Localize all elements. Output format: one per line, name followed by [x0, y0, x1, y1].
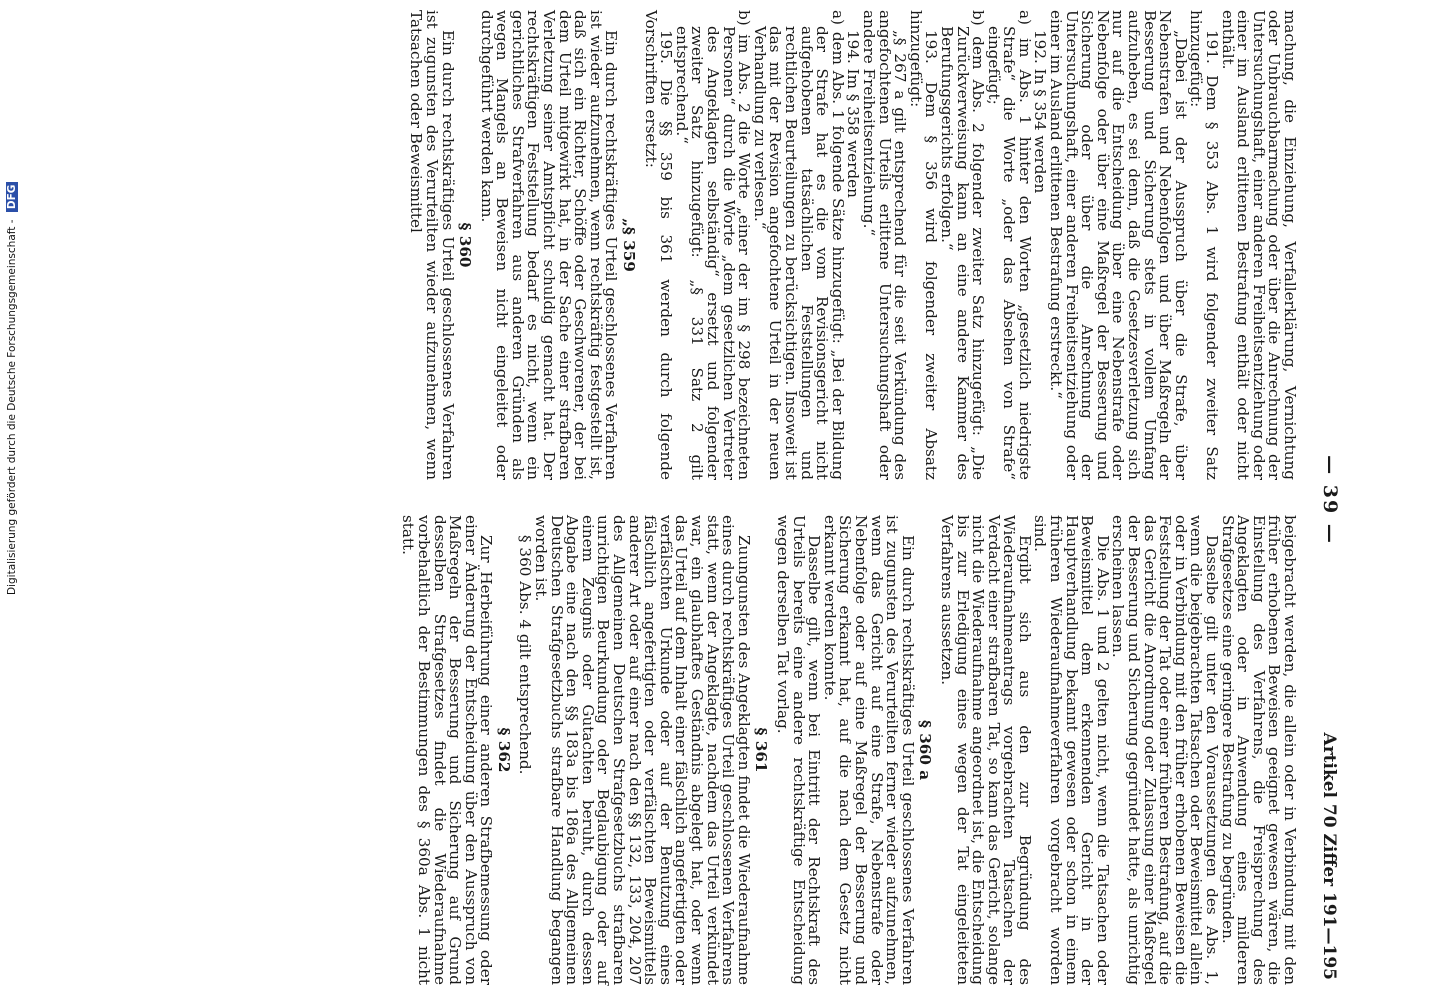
- paragraph: Zur Herbeiführung einer anderen Strafbemessung oder einer Änderung der Entscheidung über den Ausspruch von Maßregeln der Besserung und Sicherung auf Grund desselben Strafgesetzes findet die Wiederaufnahme vorbehaltlich der Bestimmungen des § 360a Abs. 1 nicht statt.: [399, 515, 496, 985]
- paragraph: „§ 267 a gilt entsprechend für die seit Verkündung des angefochtenen Urteils erlittene Untersuchungshaft oder andere Freiheitsentziehung.“: [859, 10, 910, 480]
- paragraph: 194. Im § 358 werden: [844, 30, 863, 198]
- article-reference: Artikel 70 Ziffer 191—195: [1319, 732, 1339, 980]
- dfg-logo: DFG: [6, 182, 18, 213]
- paragraph: 195. Die §§ 359 bis 361 werden durch folgende Vorschriften ersetzt:: [641, 10, 676, 480]
- sub-item: [751, 10, 845, 480]
- section-heading: „§ 359: [620, 218, 639, 272]
- paragraph: § 360 Abs. 4 gilt entsprechend.: [516, 535, 535, 775]
- paragraph: Zuungunsten des Angeklagten findet die Wiederaufnahme eines durch rechtskräftiges Urteil geschlossenen Verfahrens statt, wenn der Angeklagte, nachdem das Urteil verkündet war, ein glaubhaftes Geständnis abgelegt hat, oder wenn das Urteil auf dem Inhalt einer fälschlich angefertigten oder verfälschten Urkunde oder auf der Benutzung eines fälschlich angefertigten oder verfälschten Beweismittels anderer Art oder auf einer nach den §§ 132, 133, 204, 207 des Allgemeinen Deutschen Strafgesetzbuchs strafbaren unrichtigen Beurkundung oder Beglaubigung oder auf einem Zeugnis oder Gutachten beruht, durch dessen Abgabe eine nach den §§ 183a bis 186a des Allgemeinen Deutschen Strafgesetzbuchs strafbare Handlung begangen worden ist.: [532, 515, 753, 985]
- paragraph: Ergibt sich aus den zur Begründung des Wiederaufnahmeantrags vorgebrachten Tatsachen der Verdacht einer strafbaren Tat, so kann das Gericht, solange nicht die Wiederaufnahme angeordnet ist, die Entscheidung bis zur Erledigung eines wegen der Tat eingeleiteten Verfahrens aussetzen.: [937, 515, 1034, 985]
- page-header: [1305, 0, 1345, 1000]
- sub-item: [672, 10, 754, 480]
- left-text-column: [408, 10, 1297, 480]
- sub-item-label: a): [828, 10, 847, 25]
- continued-paragraph: beigebracht werden, die allein oder in Verbindung mit den früher erhobenen Beweisen geeignet gewesen wären, die Einstellung des Verfahrens, die Freisprechung des Angeklagten oder in Anwendung eines milderen Strafgesetzes eine geringere Bestrafung zu begründen.: [1218, 515, 1299, 985]
- paragraph: Ein durch rechtskräftiges Urteil geschlossenes Verfahren ist zugunsten des Verurteilten wieder aufzunehmen, wenn Tatsachen oder Beweismittel: [407, 10, 457, 480]
- paragraph: „Dabei ist der Ausspruch über die Strafe, über Nebenstrafen und Nebenfolgen und über Maßregeln der Besserung und Sicherung stets in vollem Umfang aufzuheben, es sei denn, daß die Gesetzesverletzung sich nur auf die Entscheidung über eine Nebenstrafe oder Nebenfolge oder über eine Maßregel der Besserung und Sicherung oder über die Anrechnung der Untersuchungshaft, einer anderen Freiheitsentziehung oder einer im Ausland erlittenen Bestrafung erstreckt.“: [1047, 10, 1190, 480]
- section-heading: § 361: [752, 727, 771, 773]
- sub-item-label: b): [735, 10, 754, 26]
- right-text-column: [400, 515, 1297, 985]
- sub-item-label: b): [969, 10, 988, 26]
- paragraph: Dasselbe gilt, wenn bei Eintritt der Rechtskraft des Urteils bereits eine andere rechtskräftige Entscheidung wegen derselben Tat vorlag.: [774, 515, 824, 985]
- paragraph: Dasselbe gilt unter den Voraussetzungen des Abs. 1, wenn die beigebrachten Tatsachen oder Beweismittel allein oder in Verbindung mit den früher erhobenen Beweisen die Feststellung der Tat oder einer früheren Bestrafung, auf die das Gericht die Anordnung oder Zulassung einer Maßregel der Besserung und Sicherung gegründet hatte, als unrichtig erscheinen lassen.: [1109, 515, 1222, 985]
- rotated-document-page: [150, 0, 1345, 1000]
- sub-item: [937, 10, 988, 480]
- sub-item-text: dem Abs. 1 folgende Sätze hinzugefügt: „Bei der Bildung der Strafe hat es die vom Revisionsgericht nicht aufgehobenen tatsächlichen Feststellungen und rechtlichen Beurteilungen zu berücksichtigen. Insoweit ist das mit der Revision angefochtene Urteil in der neuen Verhandlung zu verlesen.“: [750, 26, 847, 480]
- continued-paragraph: machung, die Einziehung, Verfallerklärung, Vernichtung oder Unbrauchbarmachung oder über die Anrechnung der Untersuchungshaft, einer anderen Freiheitsentziehung oder einer im Ausland erlittenen Bestrafung enthält oder nicht enthält.: [1218, 10, 1299, 480]
- paragraph: Ein durch rechtskräftiges Urteil geschlossenes Verfahren ist wieder aufzunehmen, wenn rechtskräftig festgestellt ist, daß sich ein Richter, Schöffe oder Geschworener, der bei dem Urteil mitgewirkt hat, in der Sache einer strafbaren Verletzung seiner Amtspflicht schuldig gemacht hat. Der rechtskräftigen Feststellung bedarf es nicht, wenn ein gerichtliches Strafverfahren aus anderen Gründen als wegen Mangels an Beweisen nicht eingeleitet oder durchgeführt werden kann.: [477, 10, 621, 480]
- sub-item-label: a): [1015, 10, 1034, 25]
- paragraph: 192. In § 354 werden: [1031, 30, 1050, 194]
- sub-item-text: dem Abs. 2 folgender zweiter Satz hinzugefügt: „Die Zurückverweisung kann an eine andere Kammer des Berufungsgerichts erfolgen.“: [937, 26, 988, 480]
- sub-item-text: im Abs. 2 die Worte „einer der im § 298 bezeichneten Personen“ durch die Worte „dem gesetzlichen Vertreter des Angeklagten selbständig“ ersetzt und folgender zweiter Satz hinzugefügt: „§ 331 Satz 2 gilt entsprechend.“: [672, 26, 754, 480]
- paragraph: 191. Dem § 353 Abs. 1 wird folgender zweiter Satz hinzugefügt:: [1187, 10, 1222, 480]
- section-heading: § 360: [456, 222, 475, 268]
- digitization-credit: [6, 182, 18, 595]
- sub-item-text: im Abs. 1 hinter den Worten „gesetzlich niedrigste Strafe“ die Worte „oder das Absehen von Strafe“ eingefügt;: [984, 26, 1034, 480]
- section-heading: § 362: [494, 727, 513, 773]
- sub-item: [985, 10, 1032, 480]
- credit-text: Digitalisierung gefördert durch die Deutsche Forschungsgemeinschaft -: [6, 219, 18, 595]
- paragraph: Ein durch rechtskräftiges Urteil geschlossenes Verfahren ist zugunsten des Verurteilten ferner wieder aufzunehmen, wenn das Gericht auf eine Strafe, Nebenstrafe oder Nebenfolge oder auf eine Maßregel der Besserung und Sicherung erkannt hat, auf die nach dem Gesetz nicht erkannt werden konnte.: [820, 515, 917, 985]
- page-number: — 39 —: [1319, 455, 1341, 545]
- section-heading: § 360 a: [916, 719, 935, 781]
- paragraph: 193. Dem § 356 wird folgender zweiter Absatz hinzugefügt:: [906, 10, 941, 480]
- paragraph: Die Abs. 1 und 2 gelten nicht, wenn die Tatsachen oder Beweismittel dem erkennenden Gericht in der Hauptverhandlung bekannt gewesen oder schon in einem früheren Wiederaufnahmeverfahren vorgebracht worden sind.: [1031, 515, 1112, 985]
